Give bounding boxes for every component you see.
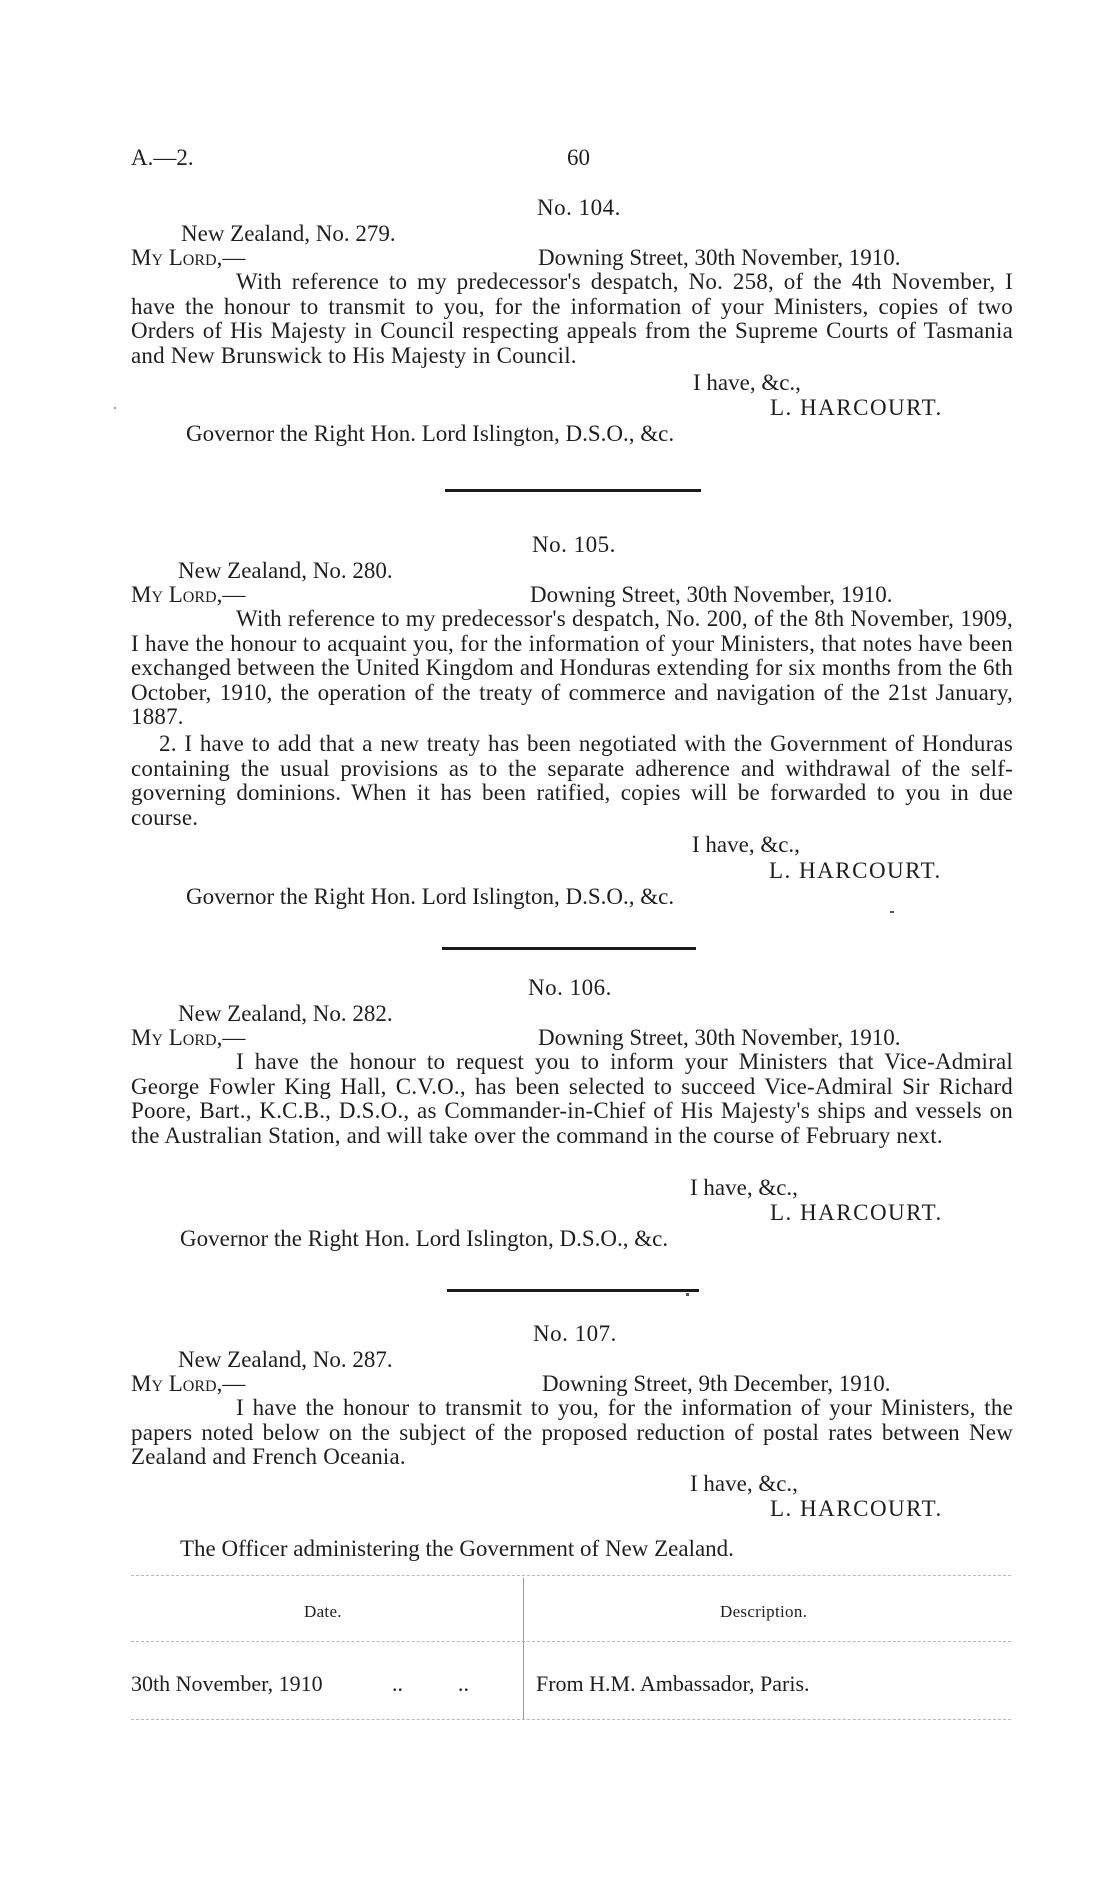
section-divider — [442, 947, 696, 950]
letter-paragraph: I have the honour to transmit to you, for the information of your Ministers, the papers noted below on the subject of the proposed reduction of postal rates between New Zealand and French Oceania. — [131, 1395, 1013, 1470]
salutation: My Lord,— — [131, 582, 246, 607]
letter-paragraph: 2. I have to add that a new treaty has been negotiated with the Government of Honduras containing the usual provisions as to the separate adherence and withdrawal of the self-governing dominions. When it has been ratified, copies will be forwarded to you in due course. — [131, 731, 1013, 830]
closing: I have, &c., — [693, 370, 801, 395]
address-date: Downing Street, 9th December, 1910. — [542, 1371, 891, 1396]
column-header-date: Date. — [304, 1602, 342, 1621]
section-divider — [445, 489, 701, 492]
salutation: My Lord,— — [131, 1371, 246, 1396]
address-date: Downing Street, 30th November, 1910. — [538, 1025, 901, 1050]
letter-number: No. 107. — [533, 1321, 617, 1346]
closing: I have, &c., — [692, 832, 800, 857]
letter-number: No. 104. — [537, 195, 621, 220]
table-top-rule — [131, 1575, 1011, 1576]
table-bottom-rule — [131, 1719, 1011, 1720]
column-divider — [523, 1578, 524, 1720]
recipient: Governor the Right Hon. Lord Islington, D.S.O., &c. — [180, 1226, 669, 1251]
scan-speck — [686, 1293, 689, 1296]
table-cell-description: From H.M. Ambassador, Paris. — [536, 1671, 810, 1696]
letter-paragraph: With reference to my predecessor's despatch, No. 258, of the 4th November, I have the honour to transmit to you, for the information of your Ministers, copies of two Orders of His Majesty in Council respecting appeals from the Supreme Courts of Tasmania and New Brunswick to His Majesty in Council. — [131, 269, 1013, 368]
dispatch-reference: New Zealand, No. 279. — [181, 221, 396, 246]
salutation: My Lord,— — [131, 1025, 246, 1050]
address-date: Downing Street, 30th November, 1910. — [530, 582, 893, 607]
dispatch-reference: New Zealand, No. 280. — [178, 558, 393, 583]
signature: L. HARCOURT. — [770, 1496, 943, 1521]
address-date: Downing Street, 30th November, 1910. — [538, 245, 901, 270]
letter-number: No. 106. — [528, 975, 612, 1000]
recipient: The Officer administering the Government of New Zealand. — [180, 1536, 734, 1561]
salutation: My Lord,— — [131, 245, 246, 270]
table-cell-date: 30th November, 1910 — [131, 1671, 323, 1696]
closing: I have, &c., — [690, 1471, 798, 1496]
table-header-rule — [131, 1641, 1011, 1642]
signature: L. HARCOURT. — [770, 1200, 943, 1225]
section-divider — [447, 1289, 699, 1292]
page-number: 60 — [567, 145, 590, 170]
closing: I have, &c., — [690, 1175, 798, 1200]
recipient: Governor the Right Hon. Lord Islington, D.S.O., &c. — [186, 884, 675, 909]
document-reference: A.—2. — [131, 145, 194, 170]
letter-paragraph: I have the honour to request you to inform your Ministers that Vice-Admiral George Fowler King Hall, C.V.O., has been selected to succeed Vice-Admiral Sir Richard Poore, Bart., K.C.B., D.S.O., as Commander-in-Chief of His Majesty's ships and vessels on the Australian Station, and will take over the command in the course of February next. — [131, 1049, 1013, 1148]
signature: L. HARCOURT. — [769, 858, 942, 883]
letter-number: No. 105. — [532, 532, 616, 557]
dispatch-reference: New Zealand, No. 282. — [178, 1001, 393, 1026]
column-header-description: Description. — [720, 1602, 808, 1621]
scan-speck — [114, 407, 116, 409]
letter-paragraph: With reference to my predecessor's despatch, No. 200, of the 8th November, 1909, I have the honour to acquaint you, for the information of your Ministers, that notes have been exchanged between the United Kingdom and Honduras extending for six months from the 6th October, 1910, the operation of the treaty of commerce and navigation of the 21st January, 1887. — [131, 606, 1013, 730]
recipient: Governor the Right Hon. Lord Islington, D.S.O., &c. — [186, 421, 675, 446]
table-cell-leader: .. .. — [392, 1671, 469, 1696]
scan-speck — [890, 911, 894, 913]
signature: L. HARCOURT. — [770, 395, 943, 420]
dispatch-reference: New Zealand, No. 287. — [178, 1347, 393, 1372]
